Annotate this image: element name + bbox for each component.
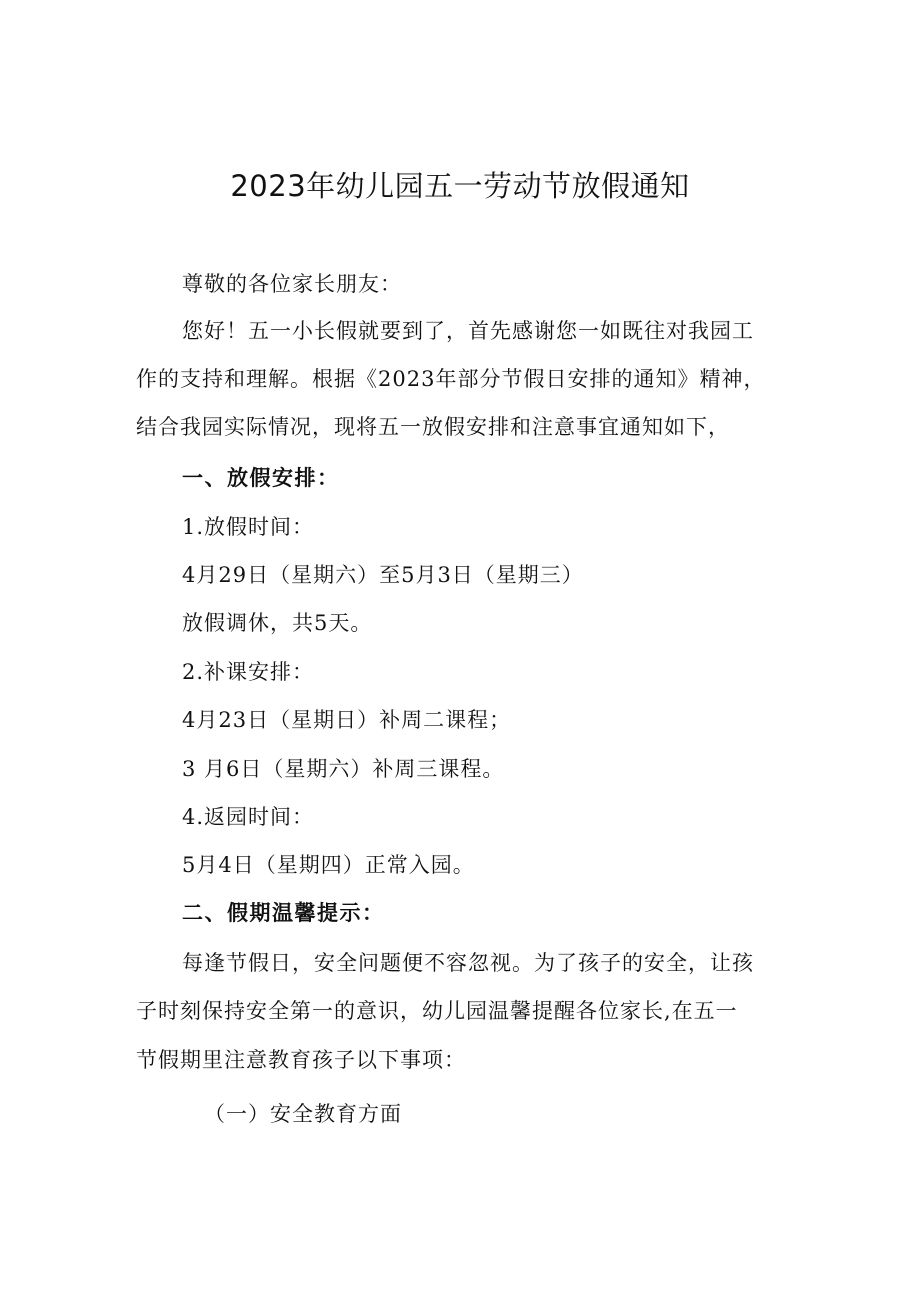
tips-line-3: 节假期里注意教育孩子以下事项： [136,1048,466,1072]
tips-line-1: 每逢节假日，安全问题便不容忽视。为了孩子的安全，让孩 [182,951,754,975]
list-item-makeup-1: 4月23日（星期日）补周二课程； [182,708,512,732]
section-heading-holiday-tips: 二、假期温馨提示： [182,901,385,925]
document-title: 2023年幼儿园五一劳动节放假通知 [230,169,690,203]
list-item-return-label: 4.返园时间： [182,805,315,829]
subheading-safety-education: （一）安全教育方面 [204,1102,402,1126]
list-item-holiday-dates: 4月29日（星期六）至5月3日（星期三） [182,563,584,587]
list-item-holiday-time-label: 1.放假时间： [182,515,315,539]
greeting: 尊敬的各位家长朋友： [182,272,402,296]
tips-line-2: 子时刻保持安全第一的意识，幼儿园温馨提醒各位家长,在五一 [136,999,738,1023]
intro-line-3: 结合我园实际情况，现将五一放假安排和注意事宜通知如下， [136,415,730,439]
list-item-return-date: 5月4日（星期四）正常入园。 [182,853,475,877]
list-item-makeup-2: 3 月6日（星期六）补周三课程。 [182,757,505,781]
list-item-holiday-total: 放假调休，共5天。 [182,611,373,635]
list-item-makeup-label: 2.补课安排： [182,660,315,684]
section-heading-holiday-arrangement: 一、放假安排： [182,466,340,490]
intro-line-1: 您好！五一小长假就要到了，首先感谢您一如既往对我园工 [182,319,754,343]
intro-line-2: 作的支持和理解。根据《2023年部分节假日安排的通知》精神， [136,367,766,391]
